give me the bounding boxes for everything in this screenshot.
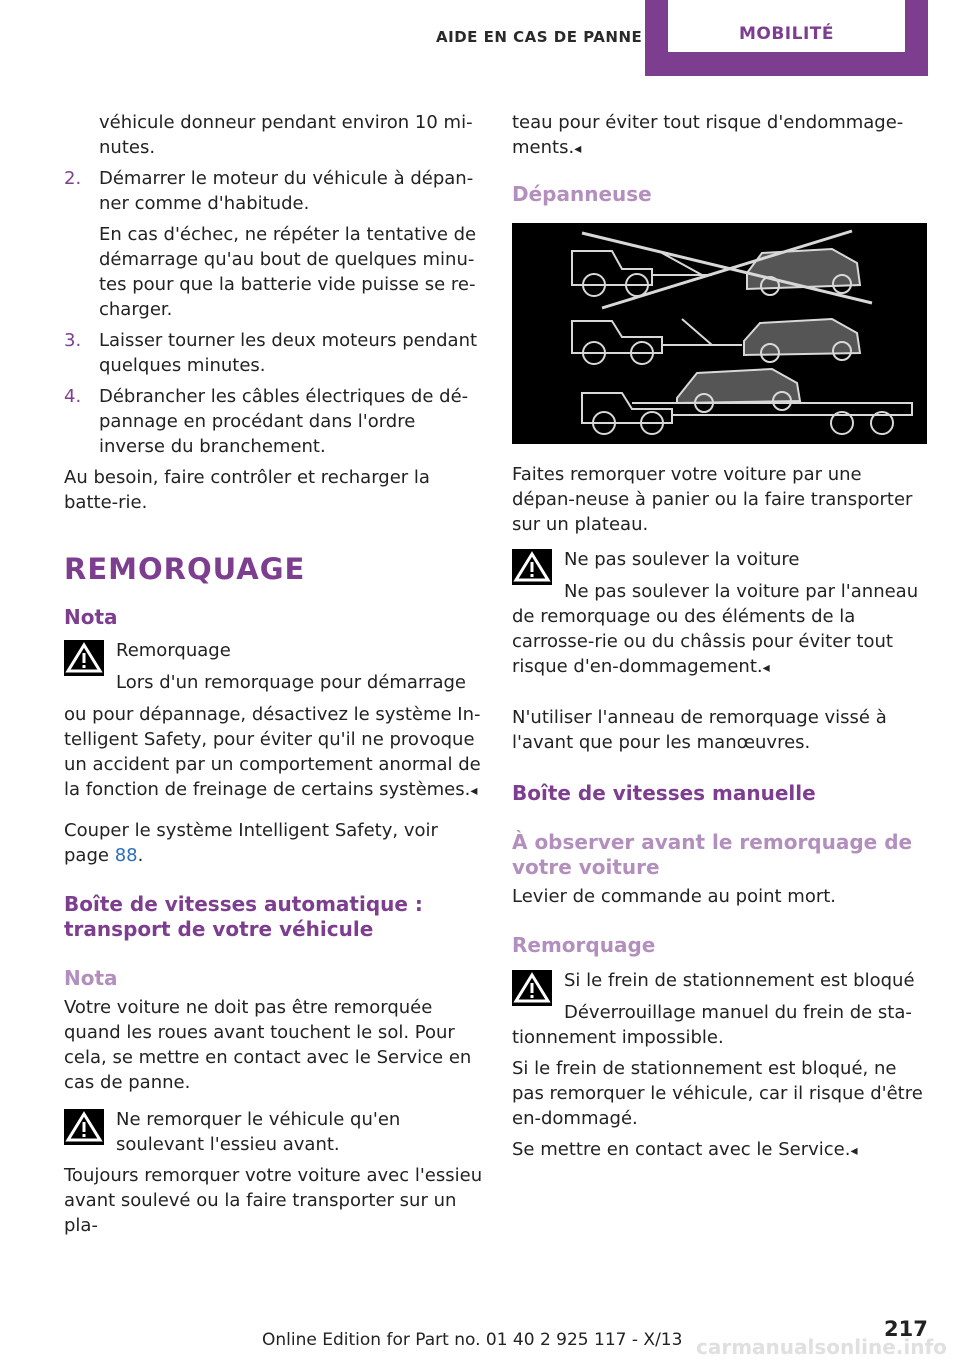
chapter-tab (645, 0, 928, 76)
section-title: REMORQUAGE (64, 552, 306, 586)
warning-block (512, 547, 930, 681)
step-number: 2. (64, 168, 82, 189)
tow-truck-illustration (512, 223, 927, 444)
warning-body: tionnement impossible. (512, 1027, 724, 1048)
page-number: 217 (884, 1317, 928, 1341)
after-steps-text: Au besoin, faire contrôler et recharger la batte-rie. (64, 467, 430, 513)
step-number: 4. (64, 386, 82, 407)
nota-heading: Nota (64, 605, 118, 629)
warning-body: de remorquage ou des éléments de la carrosse-rie ou du châssis pour éviter tout risque d'en-dommagement. (512, 606, 893, 677)
warning-head (512, 968, 930, 1025)
chapter-title: MOBILITÉ (668, 0, 905, 52)
warning-icon (64, 1109, 104, 1145)
end-mark: ◂ (470, 783, 478, 799)
levier-text: Levier de commande au point mort. (512, 886, 837, 907)
right-continuation: teau pour éviter tout risque d'endommage-ments. (512, 112, 904, 158)
step-item (64, 384, 484, 459)
warning-icon (64, 640, 104, 676)
step-item (64, 328, 484, 378)
step-text: Laisser tourner les deux moteurs pendant quelques minutes. (99, 330, 478, 376)
left-column (64, 110, 484, 1244)
warning-body: ou pour dépannage, désactivez le système In-telligent Safety, pour éviter qu'il ne provoque un accident par un comportement anormal de la fonction de freinage de certains systèmes. (64, 704, 481, 800)
warning-block (512, 968, 930, 1050)
toujours-text: Toujours remorquer votre voiture avec l'essieu avant soulevé ou la faire transporter sur un pla- (64, 1165, 483, 1236)
warning-head (64, 638, 484, 695)
warning-lead: Lors d'un remorquage pour démarrage (116, 672, 466, 693)
step-item (64, 166, 484, 322)
illustration-caption: Faites remorquer votre voiture par une dépan-neuse à panier ou la faire transporter sur un plateau. (512, 464, 913, 535)
right-column (512, 110, 930, 1170)
heading-observer: À observer avant le remorquage de votre voiture (512, 830, 913, 879)
step-number: 3. (64, 330, 82, 351)
step-continuation: véhicule donneur pendant environ 10 mi-nutes. (99, 112, 473, 158)
warning-lead: Déverrouillage manuel du frein de sta- (564, 1002, 912, 1023)
heading-remorquage: Remorquage (512, 933, 656, 957)
nota2-text: Votre voiture ne doit pas être remorquée quand les roues avant touchent le sol. Pour cela, se mettre en contact avec le Service en cas de panne. (64, 997, 472, 1093)
step-subtext: En cas d'échec, ne répéter la tentative de démarrage qu'au bout de quelques minu-tes pour que la batterie vide puisse se re-charger. (99, 224, 477, 320)
nota2-heading: Nota (64, 966, 118, 990)
end-mark: ◂ (762, 660, 770, 676)
warning-icon (512, 549, 552, 585)
frein-text: Si le frein de stationnement est bloqué, ne pas remorquer le véhicule, car il risque d'être en-dommagé. (512, 1058, 923, 1129)
warning-title: Remorquage (116, 640, 231, 661)
step-text: Débrancher les câbles électriques de dé-pannage en procédant dans l'ordre inverse du branchement. (99, 386, 469, 457)
watermark: carmanualsonline.info (696, 1335, 947, 1359)
warning-block (64, 1107, 484, 1157)
service-text: Se mettre en contact avec le Service. (512, 1139, 851, 1160)
heading-auto-gearbox: Boîte de vitesses automatique : transport de votre véhicule (64, 892, 423, 941)
warning-head (512, 547, 930, 604)
heading-manual-gearbox: Boîte de vitesses manuelle (512, 781, 816, 805)
couper-text: Couper le système Intelligent Safety, voir page (64, 820, 438, 866)
anneau-text: N'utiliser l'anneau de remorquage vissé à l'avant que pour les manœuvres. (512, 707, 887, 753)
warning-block (64, 638, 484, 804)
running-header-section: AIDE EN CAS DE PANNE (436, 28, 643, 46)
end-mark: ◂ (850, 1143, 858, 1159)
period: . (137, 845, 144, 866)
end-mark: ◂ (574, 141, 582, 157)
warning-lead: Ne pas soulever la voiture par l'anneau (564, 581, 919, 602)
warning-title: Si le frein de stationnement est bloqué (564, 970, 915, 991)
warning-lead: Ne remorquer le véhicule qu'en soulevant l'essieu avant. (116, 1109, 401, 1155)
footer-edition: Online Edition for Part no. 01 40 2 925 117 - X/13 (262, 1330, 683, 1350)
heading-depanneuse: Dépanneuse (512, 182, 652, 206)
page-link[interactable]: 88 (114, 845, 138, 866)
warning-title: Ne pas soulever la voiture (564, 549, 800, 570)
warning-icon (512, 970, 552, 1006)
step-text: Démarrer le moteur du véhicule à dépan-ner comme d'habitude. (99, 168, 474, 214)
